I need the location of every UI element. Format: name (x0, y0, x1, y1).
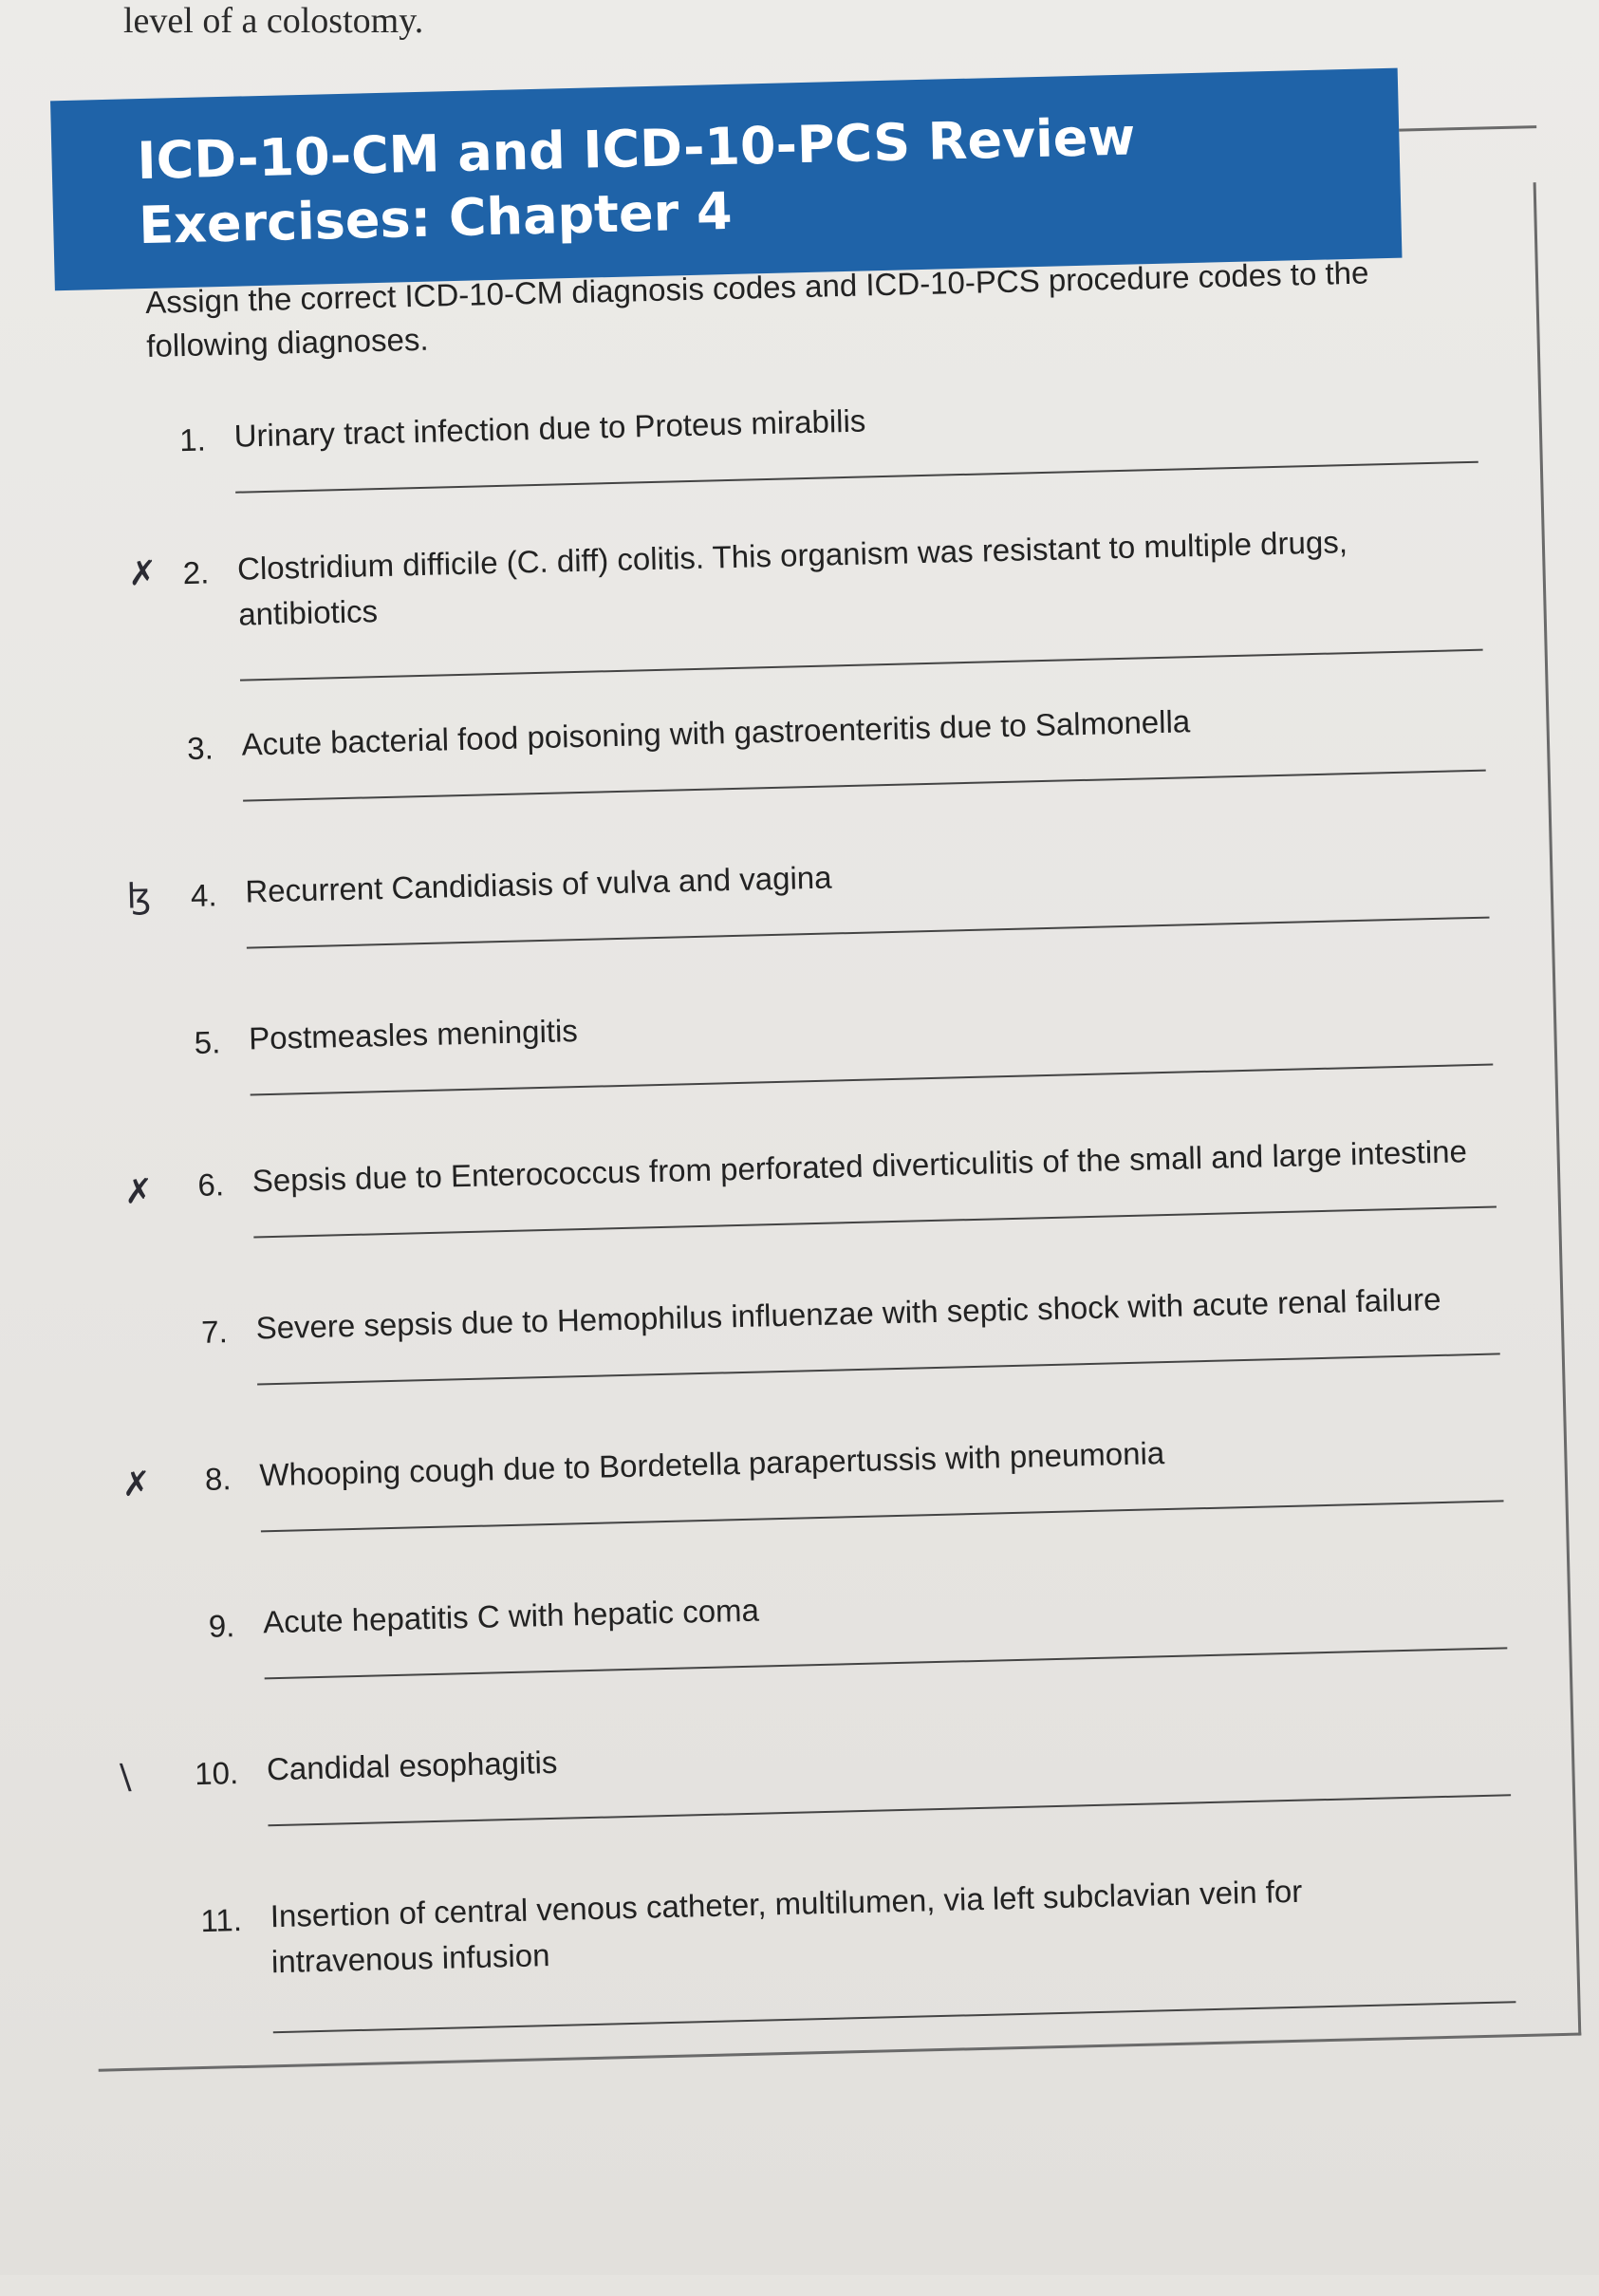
section-title: ICD-10-CM and ICD-10-PCS Review Exercises: Chapter 4 (136, 106, 1136, 256)
handwritten-check-mark: ✗ (121, 1465, 152, 1504)
exercise-number: 10. (194, 1755, 239, 1792)
exercise-number: 2. (182, 554, 210, 591)
exercise-text: Severe sepsis due to Hemophilus influenzae with septic shock with acute renal failure (255, 1280, 1441, 1346)
previous-section-fragment: level of a colostomy. (123, 1, 424, 41)
handwritten-check-mark: ✗ (123, 1172, 154, 1212)
instructions: Assign the correct ICD-10-CM diagnosis codes and ICD-10-PCS procedure codes to the following diagnoses. (144, 254, 1369, 364)
exercise-text: Sepsis due to Enterococcus from perforated diverticulitis of the small and large intestine (251, 1133, 1468, 1199)
exercise-number: 11. (200, 1902, 243, 1939)
exercise-text: Urinary tract infection due to Proteus mirabilis (233, 402, 866, 454)
handwritten-check-mark: ɮ (126, 877, 152, 917)
exercise-text: Acute hepatitis C with hepatic coma (262, 1592, 760, 1640)
exercise-text: Whooping cough due to Bordetella parapertussis with pneumonia (259, 1435, 1165, 1493)
exercise-number: 8. (204, 1461, 232, 1497)
exercise-text: Acute bacterial food poisoning with gastroenteritis due to Salmonella (241, 703, 1191, 762)
exercise-number: 4. (190, 877, 217, 913)
exercise-number: 5. (194, 1024, 221, 1060)
exercise-number: 9. (208, 1608, 235, 1644)
handwritten-check-mark: ✗ (127, 553, 158, 594)
exercise-number: 6. (196, 1167, 225, 1203)
exercise-text: Candidal esophagitis (266, 1744, 558, 1787)
exercise-text: Recurrent Candidiasis of vulva and vagina (244, 859, 832, 909)
exercise-number: 1. (178, 421, 207, 458)
exercise-text: Insertion of central venous catheter, multilumen, via left subclavian vein for intravenous infusion (270, 1873, 1303, 1980)
box-top-border (1399, 125, 1536, 132)
handwritten-check-mark: \ (119, 1757, 132, 1798)
exercise-number: 7. (200, 1314, 229, 1350)
exercise-text: Postmeasles meningitis (248, 1013, 579, 1056)
exercise-number: 3. (186, 730, 214, 767)
exercise-text: Clostridium difficile (C. diff) colitis. This organism was resistant to multiple drugs, antibiotics (236, 524, 1348, 632)
